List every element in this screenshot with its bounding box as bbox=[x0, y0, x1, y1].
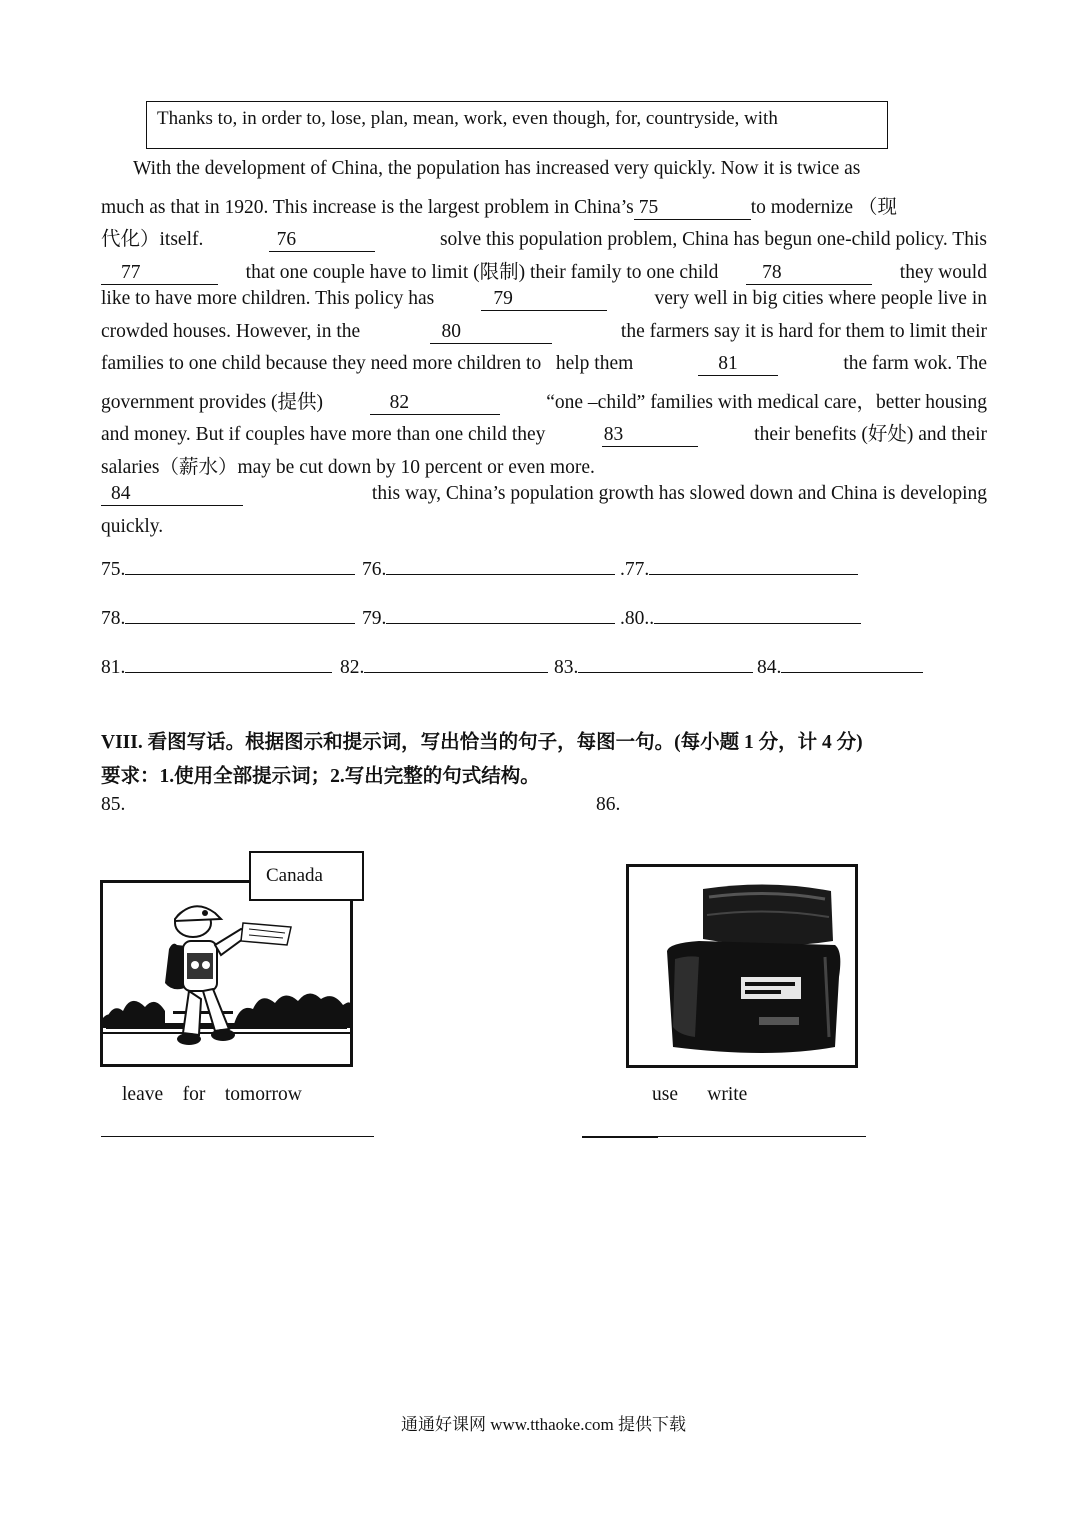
answer-line-77[interactable] bbox=[649, 556, 858, 575]
question-86-number: 86. bbox=[596, 794, 621, 815]
passage-line-3: 代化）itself. 76 solve this population problem, China has begun one-child policy. This bbox=[101, 229, 987, 250]
passage-line-2: much as that in 1920. This increase is the largest problem in China’s 75 to modernize （现 bbox=[101, 197, 897, 218]
passage-line-1: With the development of China, the population has increased very quickly. Now it is twice as bbox=[133, 158, 861, 179]
passage-line-7: families to one child because they need more children to help them 81 the farm wok. The bbox=[101, 353, 987, 374]
answer-line-82[interactable] bbox=[364, 654, 548, 673]
answer-label-76: 76. bbox=[362, 559, 387, 580]
blank-75[interactable]: 75 bbox=[634, 197, 751, 220]
section-heading: VIII. 看图写话。根据图示和提示词，写出恰当的句子，每图一句。(每小题 1 分，计 4 分) bbox=[101, 732, 863, 753]
passage-line-6: crowded houses. However, in the 80 the farmers say it is hard for them to limit their bbox=[101, 321, 987, 342]
destination-label: Canada bbox=[266, 865, 323, 886]
answer-label-77: .77. bbox=[620, 559, 650, 580]
hiker-illustration bbox=[103, 883, 350, 1064]
word-bank-text: Thanks to, in order to, lose, plan, mean, work, even though, for, countryside, with bbox=[157, 108, 778, 129]
answer-line-79[interactable] bbox=[386, 605, 615, 624]
question-85-hints: leave for tomorrow bbox=[122, 1084, 302, 1105]
destination-tag bbox=[249, 851, 364, 901]
blank-76[interactable]: 76 bbox=[269, 229, 375, 252]
passage-line-10: salaries（薪水）may be cut down by 10 percent or even more. bbox=[101, 457, 595, 478]
answer-line-78[interactable] bbox=[125, 605, 355, 624]
answer-line-83[interactable] bbox=[578, 654, 753, 673]
answer-line-85[interactable] bbox=[101, 1136, 374, 1137]
passage-line-8: government provides (提供) 82 “one –child” families with medical care，better housing bbox=[101, 392, 987, 413]
answer-label-82: 82. bbox=[340, 657, 365, 678]
answer-line-76[interactable] bbox=[386, 556, 615, 575]
answer-label-84: 84. bbox=[757, 657, 782, 678]
blank-78[interactable]: 78 bbox=[746, 262, 872, 285]
passage-line-11: 84 this way, China’s population growth has slowed down and China is developing bbox=[101, 483, 987, 513]
page-footer: 通通好课网 www.tthaoke.com 提供下载 bbox=[400, 1415, 687, 1434]
question-86-hints: use write bbox=[652, 1084, 748, 1105]
ink-bottle-picture bbox=[626, 864, 858, 1068]
answer-line-84[interactable] bbox=[781, 654, 923, 673]
section-requirement: 要求：1.使用全部提示词；2.写出完整的句式结构。 bbox=[101, 766, 540, 787]
answer-line-86-accent bbox=[582, 1136, 658, 1138]
answer-label-78: 78. bbox=[101, 608, 126, 629]
answer-label-83: 83. bbox=[554, 657, 579, 678]
answer-line-80[interactable] bbox=[654, 605, 861, 624]
blank-81[interactable]: 81 bbox=[698, 353, 778, 376]
blank-79[interactable]: 79 bbox=[481, 288, 607, 311]
answer-label-79: 79. bbox=[362, 608, 387, 629]
passage-line-5: like to have more children. This policy has 79 very well in big cities where people live in bbox=[101, 288, 987, 309]
answer-label-81: 81. bbox=[101, 657, 126, 678]
passage-line-12: quickly. bbox=[101, 516, 164, 537]
answer-line-81[interactable] bbox=[125, 654, 332, 673]
hiker-picture bbox=[100, 880, 353, 1067]
passage-line-4: 77 that one couple have to limit (限制) their family to one child 78 they would bbox=[101, 256, 987, 286]
answer-label-80: .80.. bbox=[620, 608, 655, 629]
answer-label-75: 75. bbox=[101, 559, 126, 580]
question-85-number: 85. bbox=[101, 794, 126, 815]
blank-84[interactable]: 84 bbox=[101, 483, 243, 506]
passage-line-9: and money. But if couples have more than one child they 83 their benefits (好处) and their bbox=[101, 424, 987, 445]
answer-line-75[interactable] bbox=[125, 556, 355, 575]
blank-83[interactable]: 83 bbox=[602, 424, 698, 447]
ink-bottle-illustration bbox=[629, 867, 855, 1065]
blank-77[interactable]: 77 bbox=[101, 262, 218, 285]
word-bank-box bbox=[146, 101, 888, 149]
blank-80[interactable]: 80 bbox=[430, 321, 552, 344]
blank-82[interactable]: 82 bbox=[370, 392, 500, 415]
